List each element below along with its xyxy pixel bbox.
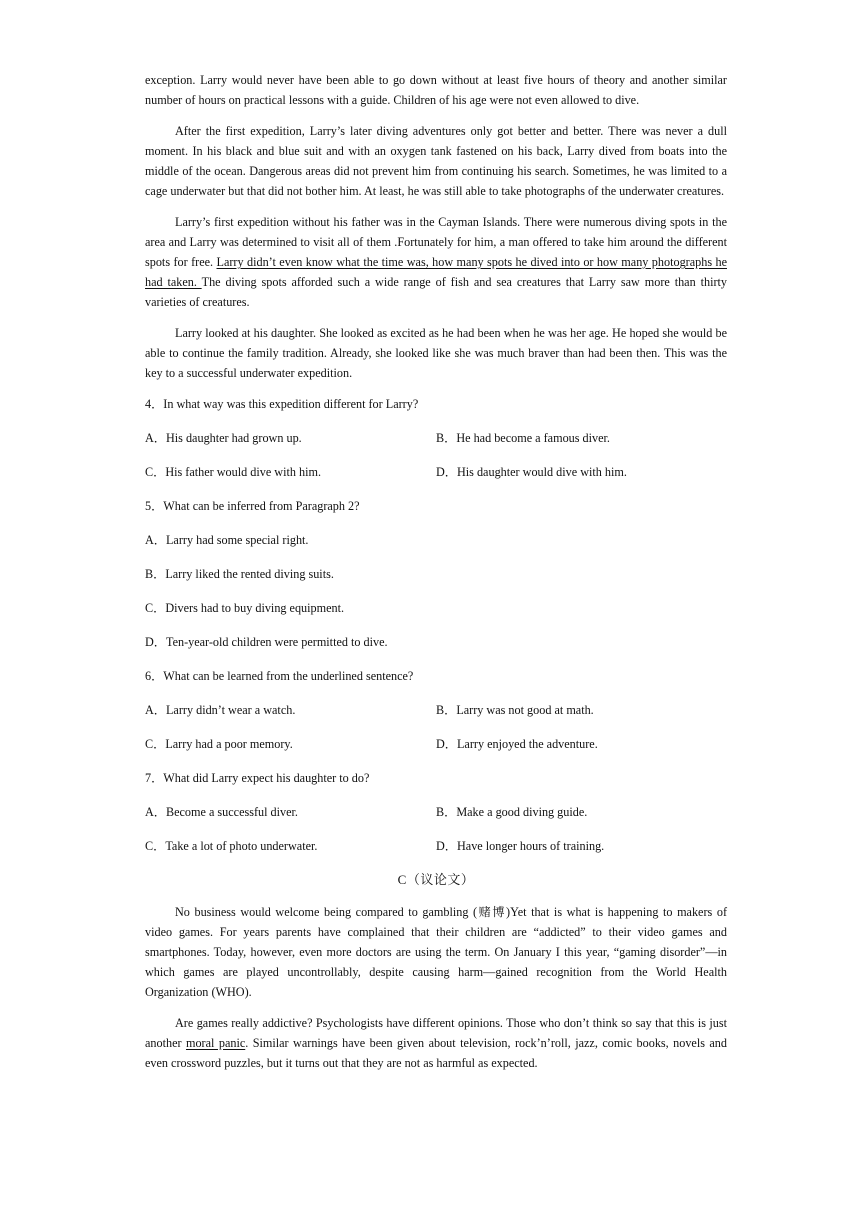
section-c-title: C（议论文）: [397, 872, 475, 887]
paragraph-3-text-before: Larry’s first expedition without his father was in the Cayman Islands. There were numerous diving spots in the area and Larry was determined to visit all of them .Fortunately for him, a man offered to take him around the different spots for free.: [145, 215, 727, 269]
question-7-option-c: C．Take a lot of photo underwater.: [145, 839, 318, 853]
question-5-option-c: C．Divers had to buy diving equipment.: [145, 601, 345, 615]
question-4-options-row-2: [145, 462, 727, 482]
question-5-option-d: D．Ten-year-old children were permitted to dive.: [145, 635, 388, 649]
question-4-option-a: A．His daughter had grown up.: [145, 431, 302, 445]
question-7-stem: 7．What did Larry expect his daughter to do?: [145, 771, 370, 785]
question-4-option-d: D．His daughter would dive with him.: [436, 465, 627, 479]
question-6-option-b: B．Larry was not good at math.: [436, 703, 594, 717]
question-5-option-a: A．Larry had some special right.: [145, 533, 309, 547]
document-page: [145, 70, 727, 1084]
passage-b-paragraph-3: [145, 212, 727, 312]
question-4-options-row-1: [145, 428, 727, 448]
question-5-option-b: B．Larry liked the rented diving suits.: [145, 567, 334, 581]
passage-b-paragraph-2: After the first expedition, Larry’s later diving adventures only got better and better. There was never a dull moment. In his black and blue suit and with an oxygen tank fastened on his back, Larry dived from boats into the middle of the ocean. Dangerous areas did not prevent him from continuing his search. Sometimes, he was limited to a cage underwater but that did not bother him. At least, he was still able to take photographs of the underwater creatures.: [145, 124, 727, 198]
paragraph-2-text-after: . Similar warnings have been given about television, rock’n’roll, jazz, comic books, novels and even crossword puzzles, but it turns out that they are not as harmful as expected.: [145, 1036, 727, 1070]
section-c-paragraph-1: No business would welcome being compared to gambling (赌博)Yet that is what is happening to makers of video games. For years parents have complained that their children are “addicted” to their video games and smartphones. Today, however, even more doctors are using the term. On January I this year, “gaming disorder”—in which games are played uncontrollably, despite causing harm—gained recognition from the World Health Organization (WHO).: [145, 905, 727, 999]
question-7-option-d: D．Have longer hours of training.: [436, 839, 605, 853]
question-6-option-a: A．Larry didn’t wear a watch.: [145, 703, 296, 717]
underlined-phrase: moral panic: [185, 1036, 246, 1050]
underlined-sentence: Larry didn’t even know what the time was, how many spots he dived into or how many photographs he had taken.: [145, 255, 727, 289]
question-6-stem: 6．What can be learned from the underlined sentence?: [145, 669, 414, 683]
section-c-paragraph-2: [145, 1013, 727, 1073]
question-5-stem: 5．What can be inferred from Paragraph 2?: [145, 499, 360, 513]
question-6-options-row-2: [145, 734, 727, 754]
question-6-option-c: C．Larry had a poor memory.: [145, 737, 293, 751]
question-4-stem: 4．In what way was this expedition different for Larry?: [145, 397, 419, 411]
passage-b-paragraph-4: Larry looked at his daughter. She looked as excited as he had been when he was her age. He hoped she would be able to continue the family tradition. Already, she looked like she was much braver than had been then. This was the key to a successful underwater expedition.: [145, 326, 727, 380]
question-6-option-d: D．Larry enjoyed the adventure.: [436, 737, 598, 751]
question-7-options-row-2: [145, 836, 727, 856]
passage-b-paragraph-1: exception. Larry would never have been able to go down without at least five hours of theory and another similar number of hours on practical lessons with a guide. Children of his age were not even allowed to dive.: [145, 73, 727, 107]
question-7-option-b: B．Make a good diving guide.: [436, 805, 588, 819]
paragraph-2-text-before: Are games really addictive? Psychologists have different opinions. Those who don’t think so say that this is just another: [145, 1016, 727, 1050]
question-4-option-b: B．He had become a famous diver.: [436, 431, 610, 445]
question-4-option-c: C．His father would dive with him.: [145, 465, 322, 479]
question-6-options-row-1: [145, 700, 727, 720]
paragraph-3-text-after: The diving spots afforded such a wide range of fish and sea creatures that Larry saw more than thirty varieties of creatures.: [145, 275, 727, 309]
question-7-option-a: A．Become a successful diver.: [145, 805, 298, 819]
question-7-options-row-1: [145, 802, 727, 822]
